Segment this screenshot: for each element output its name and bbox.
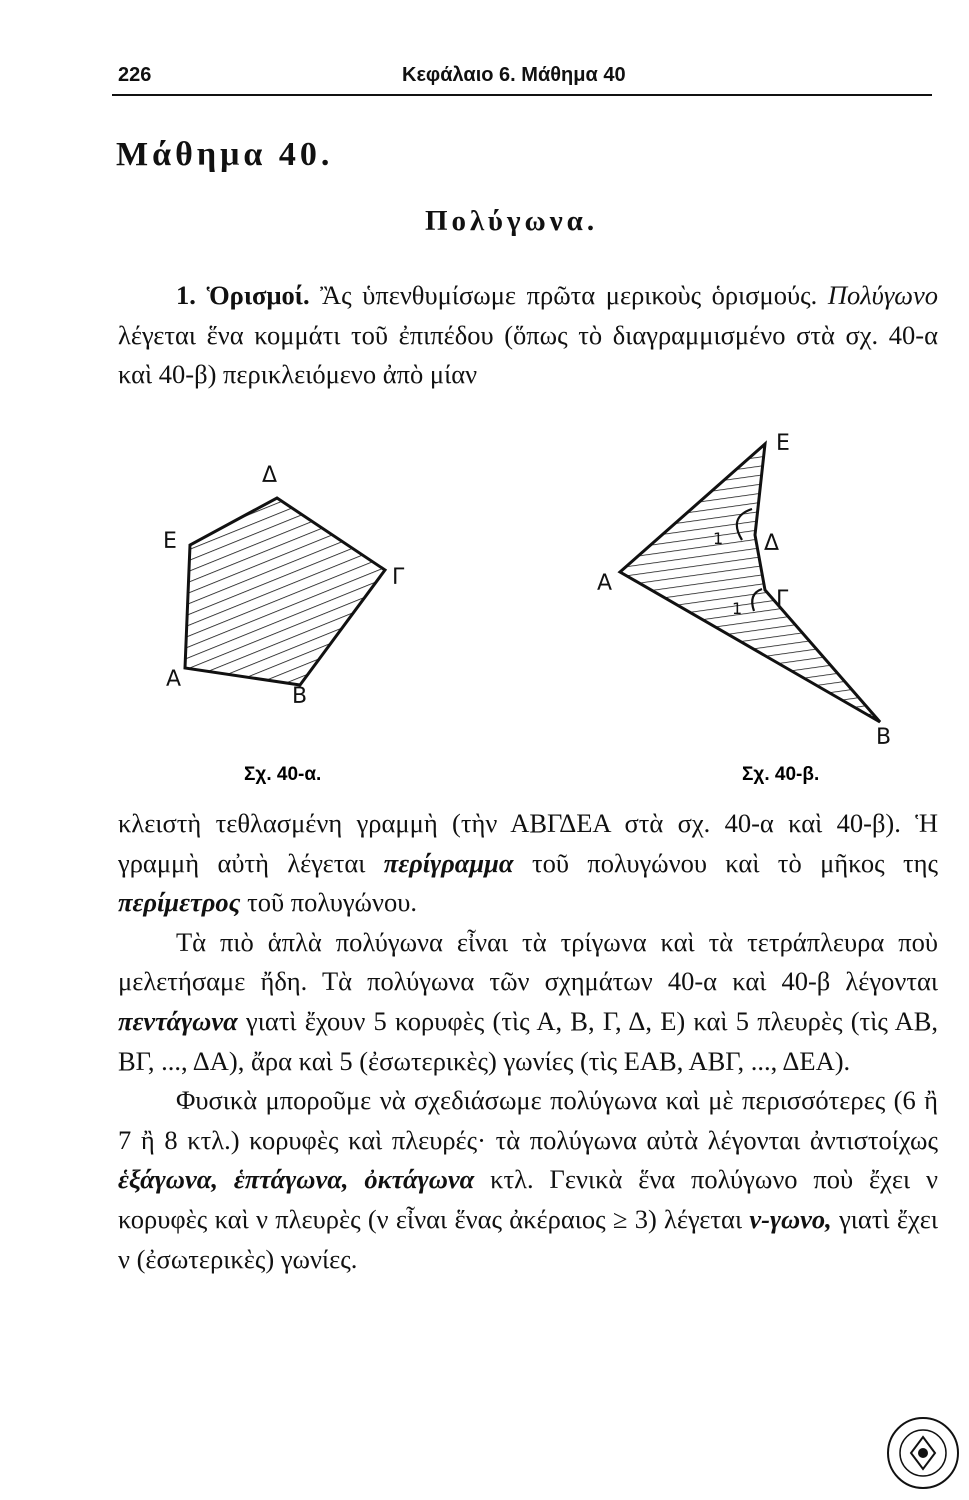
etc-text: κτλ.	[490, 1164, 534, 1195]
polygon-definition: λέγεται ἕνα κομμάτι τοῦ ἐπιπέδου (ὅπως τὸ διαγραμμισμένο στὰ σχ. 40-α καὶ 40-β) περικλειόμενο ἀπὸ μίαν	[118, 319, 938, 390]
foundation-seal-stamp	[885, 1415, 961, 1491]
vertex-label-e: Ε	[163, 529, 177, 554]
paragraph-heading: Ὁρισμοί.	[206, 280, 310, 310]
term-hexagon-heptagon-octagon: ἑξάγωνα, ἑπτάγωνα, ὀκτάγωνα	[118, 1164, 475, 1195]
vertex-label-e: Ε	[776, 431, 790, 456]
pentagon-figure-40a	[163, 463, 405, 785]
lesson-title: Μάθημα 40.	[116, 136, 334, 173]
figure-caption-40b: Σχ. 40-β.	[742, 764, 820, 785]
simple-polygons-sentence: Τὰ πιὸ ἁπλὰ πολύγωνα εἶναι τὰ τρίγωνα καὶ τὰ τετράπλευρα ποὺ μελετήσαμε ἤδη. Τὰ πολύγωνα τῶν σχημάτων 40-α καὶ 40-β λέγονται	[118, 926, 938, 997]
concave-pentagon-figure-40b	[597, 431, 891, 785]
angle-label-1-upper: 1	[713, 529, 724, 548]
definitions-intro: Ἂς ὑπενθυμίσωμε πρῶτα μερικοὺς ὁρισμούς.	[320, 280, 818, 310]
running-title: Κεφάλαιο 6. Μάθημα 40	[402, 64, 626, 86]
more-vertices-sentence: Φυσικὰ μποροῦμε νὰ σχεδιάσωμε πολύγωνα καὶ μὲ περισσότερες (6 ἢ 7 ἢ 8 κτλ.) κορυφὲς καὶ πλευρές· τὰ πολύγωνα αὐτὰ λέγονται ἀντιστοίχως	[118, 1085, 938, 1155]
term-perimeter-line: περίγραμμα	[383, 847, 514, 878]
vertex-label-b: Β	[876, 725, 892, 750]
pentagon-shape	[185, 498, 385, 685]
page-number: 226	[118, 64, 152, 86]
n-gon-explanation: γιατὶ ἔχει ν (ἐσωτερικὲς) γωνίες.	[118, 1203, 938, 1274]
pentagon-explanation: γιατὶ ἔχουν 5 κορυφὲς (τὶς Α, Β, Γ, Δ, Ε) καὶ 5 πλευρὲς (τὶς ΑΒ, ΒΓ, ..., ΔΑ), ἄρα καὶ 5 (ἐσωτερικὲς) γωνίες (τὶς ΕΑΒ, ΑΒΓ, ..., ΔΕΑ).	[118, 1005, 939, 1076]
body-text	[118, 804, 938, 1279]
polyline-sentence-2: τοῦ πολυγώνου καὶ τὸ μῆκος της	[531, 847, 939, 878]
angle-label-1-lower: 1	[732, 599, 743, 618]
term-polygon: Πολύγωνο	[827, 280, 939, 310]
vertex-label-g: Γ	[776, 587, 789, 612]
term-pentagons: πεντάγωνα	[118, 1005, 238, 1036]
polyline-sentence-3: τοῦ πολυγώνου.	[247, 887, 417, 918]
concave-pentagon-shape	[620, 444, 880, 722]
section-title: Πολύγωνα.	[425, 205, 599, 237]
polyline-sentence: κλειστὴ τεθλασμένη γραμμὴ (τὴν ΑΒΓΔΕΑ στὰ σχ. 40-α καὶ 40-β). Ἡ γραμμὴ αὐτὴ λέγεται	[118, 808, 938, 878]
vertex-label-g: Γ	[392, 565, 405, 590]
vertex-label-b: Β	[292, 684, 308, 709]
paragraph-number: 1.	[176, 280, 196, 310]
vertex-label-d: Δ	[262, 463, 278, 488]
n-gon-sentence: Γενικὰ ἕνα πολύγωνο ποὺ ἔχει ν κορυφὲς καὶ ν πλευρὲς (ν εἶναι ἕνας ἀκέραιος ≥ 3) λέγεται	[118, 1164, 939, 1234]
term-perimeter: περίμετρος	[118, 887, 241, 918]
vertex-label-a: Α	[166, 667, 182, 692]
term-n-gon: ν-γωνο,	[749, 1203, 832, 1234]
vertex-label-d: Δ	[764, 531, 780, 556]
figure-caption-40a: Σχ. 40-α.	[244, 764, 322, 785]
vertex-label-a: Α	[597, 571, 613, 596]
